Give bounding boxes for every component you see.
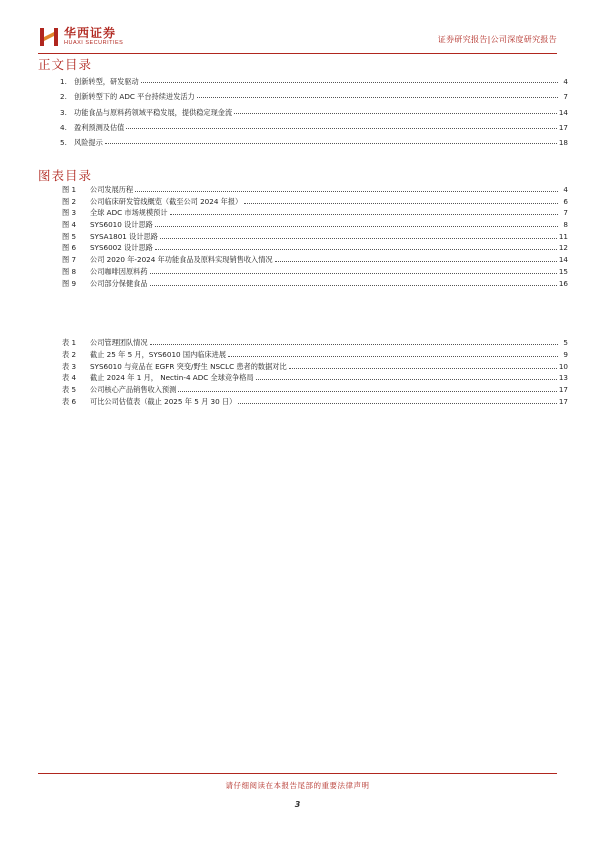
figures-toc-title: 图表目录 (38, 168, 93, 183)
figure-page: 12 (558, 243, 568, 253)
toc-item-page: 4 (563, 77, 568, 86)
leader-dots (275, 261, 557, 262)
leader-dots (170, 214, 558, 215)
figure-item[interactable] (62, 197, 568, 209)
leader-dots (289, 368, 557, 369)
figure-number: 图 6 (62, 243, 77, 253)
table-page: 13 (558, 373, 568, 383)
table-page: 10 (558, 361, 568, 371)
figure-page: 7 (563, 208, 568, 218)
toc-item-label: 风险提示 (74, 138, 103, 148)
table-page: 5 (563, 338, 568, 347)
leader-dots (228, 356, 558, 357)
figure-item[interactable] (62, 255, 568, 267)
table-item[interactable] (62, 362, 568, 374)
figure-page: 6 (563, 196, 568, 206)
leader-dots (160, 238, 557, 239)
leader-dots (141, 82, 558, 83)
figure-item[interactable] (62, 208, 568, 220)
company-logo (38, 26, 123, 48)
table-item[interactable] (62, 385, 568, 397)
figure-page: 16 (558, 278, 568, 288)
figure-label: SYS6010 设计思路 (90, 220, 153, 230)
table-label: 可比公司估值表（截止 2025 年 5 月 30 日） (90, 396, 237, 406)
leader-dots (256, 379, 557, 380)
figure-page: 8 (563, 220, 568, 230)
leader-dots (155, 226, 558, 227)
figure-item[interactable] (62, 232, 568, 244)
report-type-label: 证券研究报告|公司深度研究报告 (437, 35, 557, 44)
leader-dots (150, 273, 557, 274)
figure-number: 图 2 (62, 196, 77, 206)
figure-label: 公司 2020 年-2024 年功能食品及原料实现销售收入情况 (90, 255, 273, 265)
toc-item-number: 2. (60, 92, 67, 102)
figure-page: 15 (558, 266, 568, 276)
table-page: 17 (558, 396, 568, 406)
toc-item[interactable] (60, 77, 568, 92)
figure-label: SYSA1801 设计思路 (90, 231, 158, 241)
table-number: 表 5 (62, 385, 77, 395)
toc-item-page: 14 (558, 107, 568, 117)
table-item[interactable] (62, 397, 568, 409)
legal-disclaimer: 请仔细阅读在本报告尾部的重要法律声明 (225, 781, 370, 790)
leader-dots (244, 203, 558, 204)
toc-item-number: 5. (60, 138, 67, 148)
figure-number: 图 3 (62, 208, 77, 218)
figure-page: 4 (563, 185, 568, 194)
logo-english-name: HUAXI SECURITIES (64, 40, 124, 46)
toc-item-number: 3. (60, 107, 67, 117)
table-number: 表 2 (62, 349, 77, 359)
figure-label: 公司部分保健食品 (90, 278, 148, 288)
figure-number: 图 5 (62, 231, 77, 241)
figure-label: 公司发展历程 (90, 185, 134, 194)
figure-page: 11 (558, 231, 568, 241)
table-label: 截止 2024 年 1 月， Nectin-4 ADC 全球竞争格局 (90, 373, 254, 383)
page-number: 3 (294, 800, 301, 809)
table-item[interactable] (62, 373, 568, 385)
footer-divider (38, 773, 557, 774)
toc-item-number: 4. (60, 122, 67, 132)
table-number: 表 3 (62, 361, 77, 371)
figure-label: 公司咖啡因原料药 (90, 266, 148, 276)
table-page: 17 (558, 385, 568, 395)
leader-dots (150, 344, 558, 345)
toc-list (60, 77, 568, 153)
toc-item-page: 18 (558, 138, 568, 148)
toc-title: 正文目录 (38, 57, 93, 72)
leader-dots (150, 285, 557, 286)
table-label: SYS6010 与竞品在 EGFR 突变/野生 NSCLC 患者的数据对比 (90, 361, 287, 371)
leader-dots (178, 391, 557, 392)
figure-label: SYS6002 设计思路 (90, 243, 153, 253)
huaxi-logo-icon (38, 26, 60, 48)
leader-dots (135, 191, 558, 192)
table-page: 9 (563, 349, 568, 359)
toc-item-label: 创新转型下的 ADC 平台持续迸发活力 (74, 92, 195, 102)
leader-dots (126, 128, 557, 129)
figure-number: 图 9 (62, 278, 77, 288)
figure-item[interactable] (62, 243, 568, 255)
toc-item-page: 17 (558, 122, 568, 132)
figure-number: 图 4 (62, 220, 77, 230)
table-label: 截止 25 年 5 月，SYS6010 国内临床进展 (90, 349, 227, 359)
leader-dots (234, 113, 557, 114)
logo-chinese-name: 华西证券 (64, 26, 117, 40)
toc-item-number: 1. (60, 77, 67, 86)
table-label: 公司核心产品销售收入预测 (90, 385, 177, 395)
figure-page: 14 (558, 255, 568, 265)
table-item[interactable] (62, 338, 568, 350)
table-number: 表 6 (62, 396, 77, 406)
table-label: 公司管理团队情况 (90, 338, 148, 347)
figure-number: 图 7 (62, 255, 77, 265)
toc-item[interactable] (60, 138, 568, 153)
leader-dots (197, 97, 558, 98)
toc-item[interactable] (60, 123, 568, 138)
tables-list (62, 338, 568, 409)
figure-number: 图 1 (62, 185, 77, 194)
toc-item-label: 创新转型，研发驱动 (74, 77, 139, 86)
leader-dots (155, 249, 557, 250)
figures-list (62, 185, 568, 290)
toc-item[interactable] (60, 92, 568, 107)
figure-number: 图 8 (62, 266, 77, 276)
toc-item[interactable] (60, 108, 568, 123)
toc-item-page: 7 (563, 92, 568, 102)
figure-item[interactable] (62, 267, 568, 279)
figure-item[interactable] (62, 279, 568, 291)
leader-dots (238, 403, 556, 404)
table-number: 表 1 (62, 338, 77, 347)
header-divider (38, 53, 557, 54)
figure-label: 公司临床研发管线概览（截至公司 2024 年报） (90, 196, 243, 206)
table-item[interactable] (62, 350, 568, 362)
figure-item[interactable] (62, 220, 568, 232)
toc-item-label: 盈利预测及估值 (74, 122, 125, 132)
figure-item[interactable] (62, 185, 568, 197)
page-header (38, 26, 557, 50)
toc-item-label: 功能食品与原料药领域平稳发展，提供稳定现金流 (74, 107, 233, 117)
leader-dots (105, 143, 557, 144)
figure-label: 全球 ADC 市场规模预计 (90, 208, 168, 218)
table-number: 表 4 (62, 373, 77, 383)
